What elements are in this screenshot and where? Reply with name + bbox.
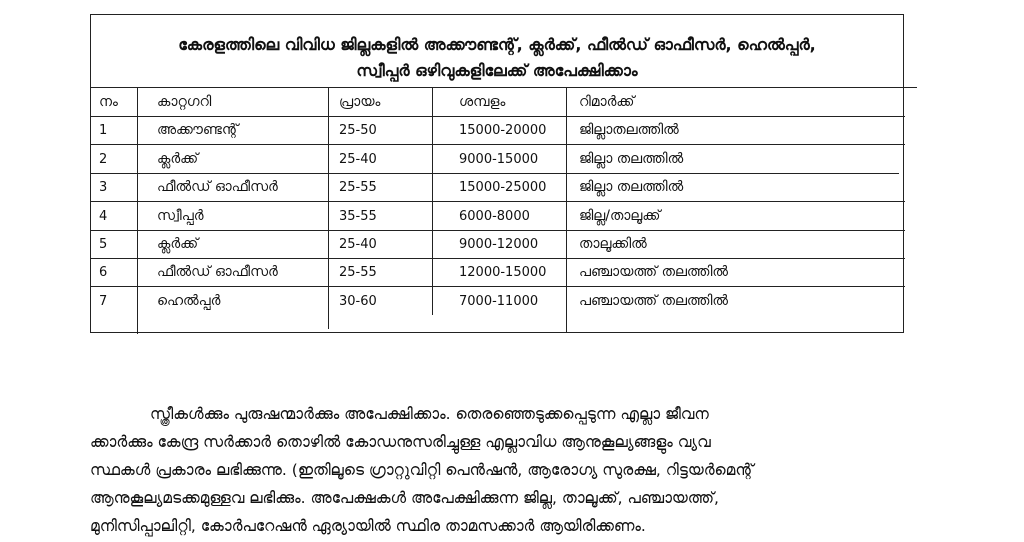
row-5-remarks: താലൂക്കിൽ xyxy=(579,236,647,252)
row-6-salary: 12000-15000 xyxy=(459,265,547,280)
row-4-number: 4 xyxy=(99,209,108,224)
paragraph-line: സ്ത്രീകൾക്കും പുരുഷന്മാർക്കും അപേക്ഷിക്കാം. തെരഞ്ഞെടുക്കപ്പെടുന്ന എല്ലാ ജീവന xyxy=(150,405,709,423)
row-3-age: 25-55 xyxy=(339,180,377,195)
header-remarks: റിമാർക്ക് xyxy=(579,94,635,110)
paragraph-line: ആനുകൂല്യമടക്കമുള്ളവ ലഭിക്കും. അപേക്ഷകൾ അപേക്ഷിക്കുന്ന ജില്ല, താലൂക്ക്, പഞ്ചായത്ത്, xyxy=(90,489,719,507)
column-divider xyxy=(432,87,433,315)
divider xyxy=(91,144,905,145)
divider xyxy=(91,201,905,202)
column-divider xyxy=(137,87,138,334)
row-1-category: അക്കൗണ്ടന്റ് xyxy=(157,122,239,138)
row-3-number: 3 xyxy=(99,180,108,195)
row-2-category: ക്ലർക്ക് xyxy=(157,151,199,167)
row-6-number: 6 xyxy=(99,265,108,280)
row-7-number: 7 xyxy=(99,294,108,309)
header-number: നം xyxy=(99,94,118,110)
row-1-remarks: ജില്ലാതലത്തിൽ xyxy=(579,122,679,138)
row-1-salary: 15000-20000 xyxy=(459,123,547,138)
row-1-age: 25-50 xyxy=(339,123,377,138)
paragraph-line: സ്ഥകൾ പ്രകാരം ലഭിക്കുന്നു. (ഇതിലൂടെ ഗ്രാറ്റുവിറ്റി പെൻഷൻ, ആരോഗ്യ സുരക്ഷ, റിട്ടയർമെന്റ് xyxy=(90,461,754,479)
row-4-age: 35-55 xyxy=(339,209,377,224)
row-3-category: ഫീൽഡ് ഓഫീസർ xyxy=(157,179,278,195)
row-5-salary: 9000-12000 xyxy=(459,237,539,252)
row-1-number: 1 xyxy=(99,123,108,138)
row-3-remarks: ജില്ലാ തലത്തിൽ xyxy=(579,179,684,195)
row-2-number: 2 xyxy=(99,152,108,167)
table-title xyxy=(91,15,903,85)
row-5-number: 5 xyxy=(99,237,108,252)
table-title-line-2: സ്വീപ്പർ ഒഴിവുകളിലേക്ക് അപേക്ഷിക്കാം xyxy=(356,61,638,80)
row-7-salary: 7000-11000 xyxy=(459,294,539,309)
row-7-category: ഹെൽപ്പർ xyxy=(157,293,221,309)
row-4-category: സ്വീപ്പർ xyxy=(157,208,204,224)
row-5-age: 25-40 xyxy=(339,237,377,252)
table-title-line-1: കേരളത്തിലെ വിവിധ ജില്ലകളിൽ അക്കൗണ്ടന്റ്, ക്ലർക്ക്, ഫീൽഡ് ഓഫീസർ, ഹെൽപ്പർ, xyxy=(178,35,816,54)
row-4-salary: 6000-8000 xyxy=(459,209,530,224)
row-3-salary: 15000-25000 xyxy=(459,180,547,195)
row-2-age: 25-40 xyxy=(339,152,377,167)
divider xyxy=(91,230,905,231)
divider xyxy=(91,173,899,174)
divider xyxy=(91,286,905,287)
row-7-age: 30-60 xyxy=(339,294,377,309)
divider xyxy=(91,116,905,117)
paragraph-line: ക്കാർക്കും കേന്ദ്ര സർക്കാർ തൊഴിൽ കോഡനുസരിച്ചുള്ള എല്ലാവിധ ആനുകൂല്യങ്ങളും വ്യവ xyxy=(90,433,711,451)
vacancy-table xyxy=(90,14,904,333)
row-2-salary: 9000-15000 xyxy=(459,152,539,167)
row-4-remarks: ജില്ല/താലൂക്ക് xyxy=(579,208,661,224)
divider xyxy=(91,258,905,259)
row-5-category: ക്ലർക്ക് xyxy=(157,236,199,252)
row-7-remarks: പഞ്ചായത്ത് തലത്തിൽ xyxy=(579,293,729,309)
eligibility-paragraph xyxy=(90,400,905,540)
header-category: കാറ്റഗറി xyxy=(157,94,212,110)
row-6-remarks: പഞ്ചായത്ത് തലത്തിൽ xyxy=(579,264,729,280)
header-age: പ്രായം xyxy=(339,94,381,110)
divider xyxy=(91,87,917,88)
column-divider xyxy=(328,87,329,329)
row-6-category: ഫീൽഡ് ഓഫീസർ xyxy=(157,264,278,280)
paragraph-line: മുനിസിപ്പാലിറ്റി, കോർപറേഷൻ ഏര്യായിൽ സ്ഥിര താമസക്കാർ ആയിരിക്കണം. xyxy=(90,517,646,535)
column-divider xyxy=(566,87,567,333)
row-2-remarks: ജില്ലാ തലത്തിൽ xyxy=(579,151,684,167)
row-6-age: 25-55 xyxy=(339,265,377,280)
header-salary: ശമ്പളം xyxy=(459,94,506,110)
